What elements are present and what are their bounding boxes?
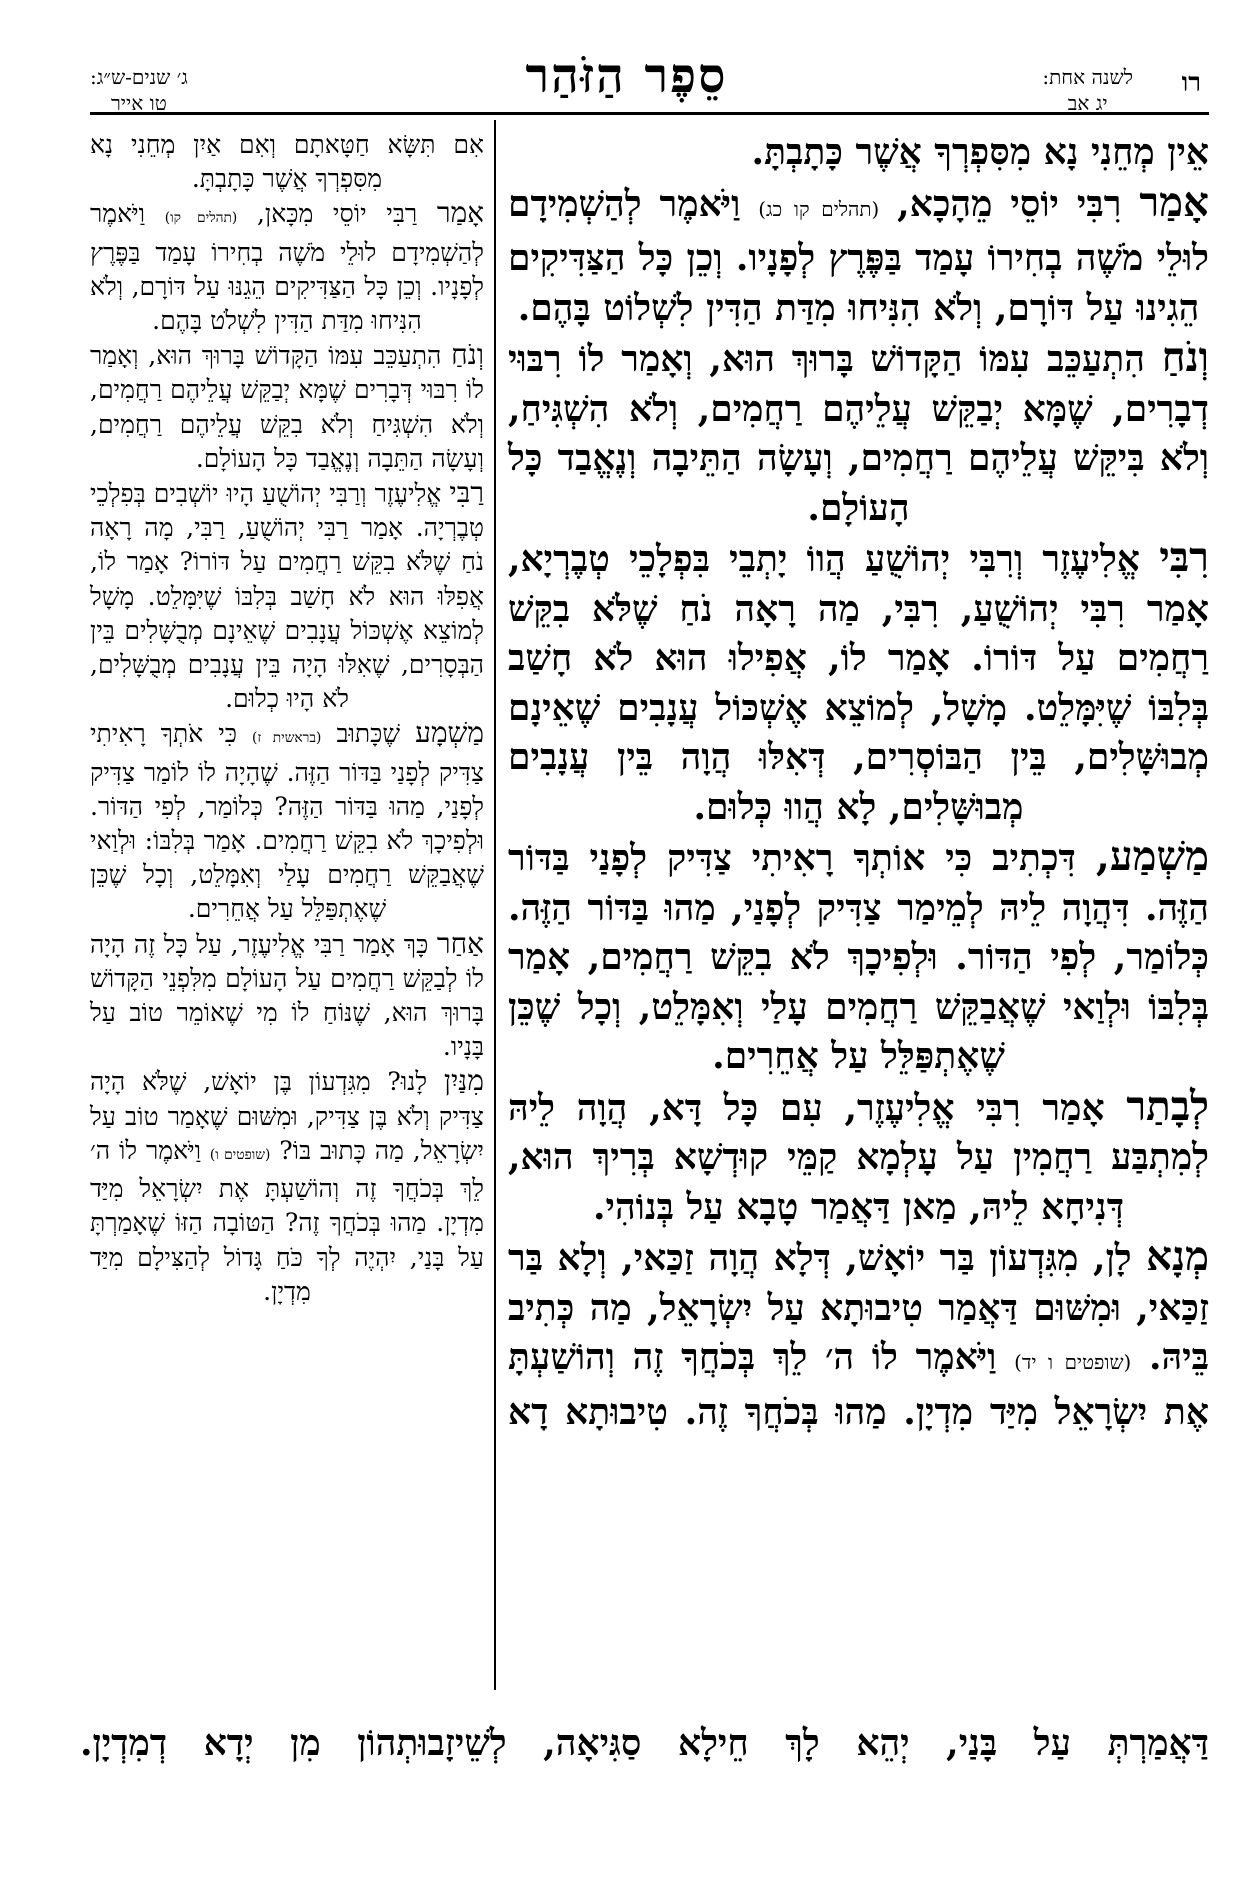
paragraph-text: לָן, מִגִּדְעוֹן בַּר יוֹאָשׁ, דְּלָא הֲוָה זַכַּאי, וְלָא בַּר זַכַּאי, וּמִשּׁוּם דַּאֲמַר טִיבוּתָא עַל יִשְׂרָאֵל, מַה כְּתִיב בֵּיהּ. [508, 1237, 1209, 1378]
translation-paragraph [90, 716, 484, 926]
main-paragraph [508, 178, 1209, 334]
main-paragraph [508, 1232, 1209, 1437]
paragraph-opening-word: וְנֹחַ [1161, 333, 1209, 381]
main-paragraph [508, 832, 1209, 1082]
study-schedule-three-year [90, 64, 188, 116]
paragraph-opening-word: מַשְׁמַע, [1095, 832, 1209, 880]
column-divider [494, 120, 496, 1690]
paragraph-opening-word: מִנַּיִן [443, 1064, 484, 1098]
paragraph-text: אֱלִיעֶזֶר וְרַבִּי יְהוֹשֻׁעַ הָיוּ יוֹשְׁבִים בְּפִלְכֵי טְבֶרְיָה. אָמַר רַבִּי יְהוֹשֻׁעַ, רַבִּי, מָה רָאָה נֹחַ שֶׁלֹּא בִקֵּשׁ רַחֲמִים עַל דּוֹרוֹ? אָמַר לוֹ, אֲפִלּוּ הוּא לֹא חָשַׁב בְּלִבּוֹ שֶׁיִּמָּלֵט. מָשָׁל לְמוֹצֵא אֶשְׁכּוֹל עֲנָבִים שֶׁאֵינָם מְבֻשָּׁלִים בֵּין הַבְּסָרִים, שֶׁאִלּוּ הָיָה בֵּין עֲנָבִים מְבֻשָּׁלִים, לֹא הָיוּ כְלוּם. [90, 479, 484, 714]
paragraph-text: רִבִּי יוֹסֵי מֵהָכָא, [897, 182, 1122, 225]
paragraph-text: וַיֹּאמֶר לְהַשְׁמִידָם לוּלֵי מֹשֶׁה בְחִירוֹ עָמַד בַּפֶּרֶץ לְפָנָיו. וְכֵן כָּל הַצַּדִּיקִים הֵגֵנּוּ עַל דּוֹרָם, וְלֹא הִנִּיחוּ מִדַּת הַדִּין לִשְׁלֹט בָּהֶם. [90, 199, 484, 336]
translation-paragraph: אִם תִּשָּׂא חַטָּאתָם וְאִם אַיִן מְחֵנִי נָא מִסִּפְרְךָ אֲשֶׁר כָּתָבְתָּ. [90, 130, 484, 194]
main-paragraph [508, 533, 1209, 832]
paragraph-opening-word: אָמַר [1139, 177, 1209, 226]
verse-reference: (שופטים ו) [209, 1146, 271, 1163]
translation-column [90, 128, 484, 1309]
paragraph-opening-word: מַשְׁמָע [415, 716, 484, 750]
paragraph-opening-word: אָמַר [436, 196, 484, 230]
paragraph-text: וַיֹּאמֶר לוֹ ה׳ לֵךְ בְּכֹחֲךָ זֶה וְהוֹשַׁעְתָּ אֶת יִשְׂרָאֵל מִיַּד מִדְיָן. מַהוּ בְּכֹחֲךָ זֶה? הַטּוֹבָה הַזּוֹ שֶׁאָמַרְתָּ עַל בָּנַי, יִהְיֶה לְךָ כֹּחַ גָּדוֹל לְהַצִּילָם מִיַּד מִדְיָן. [90, 1135, 484, 1306]
main-paragraph: אֵין מְחֵנִי נָא מִסִּפְרְךָ אֲשֶׁר כָּתָבְתָּ. [751, 131, 1209, 173]
translation-paragraph [90, 476, 484, 716]
paragraph-text: רַבִּי יוֹסֵי מִכָּאן, [256, 199, 418, 229]
paragraph-text: שֶׁכָּתוּב [336, 719, 401, 749]
verse-reference: (תהלים קו כג) [758, 197, 880, 221]
paragraph-text: לָנוּ? מִגִּדְעוֹן בֶּן יוֹאָשׁ, שֶׁלֹּא הָיָה צַדִּיק וְלֹא בֶּן צַדִּיק, וּמִשּׁוּם שֶׁאָמַר טוֹב עַל יִשְׂרָאֵל, מַה כָּתוּב בּוֹ? [90, 1067, 484, 1165]
translation-paragraph [90, 927, 484, 1065]
translation-paragraph [90, 1064, 484, 1308]
paragraph-opening-word: מְנָא [1146, 1232, 1209, 1280]
paragraph-text: וַיֹּאמֶר לוֹ ה׳ לֵךְ בְּכֹחֲךָ זֶה וְהוֹשַׁעְתָּ אֶת יִשְׂרָאֵל מִיַּד מִדְיָן. מַהוּ בְּכֹחֲךָ זֶה. טִיבוּתָא דָא [508, 1336, 1209, 1433]
paragraph-text: דִּכְתִיב כִּי אוֹתְךָ רָאִיתִי צַדִּיק לְפָנַי בַּדּוֹר הַזֶּה. דִּהֲוָה לֵיהּ לְמֵימַר צַדִּיק לְפָנַי, מַהוּ בַּדּוֹר הַזֶּה. כְּלוֹמַר, לְפִי הַדּוֹר. וּלְפִיכָךְ לֹא בִקֵּשׁ רַחֲמִים, אָמַר בְּלִבּוֹ וּלְוַאי שֶׁאֲבַקֵּשׁ רַחֲמִים עָלַי וְאִמָּלֵט, וְכָל שֶׁכֵּן שֶׁאֶתְפַּלֵּל עַל אֲחֵרִים. [508, 837, 1209, 1077]
paragraph-opening-word: וְנֹחַ [451, 338, 485, 372]
main-text-column [508, 128, 1209, 1437]
schedule-label: לשנה אחת: [1042, 65, 1133, 89]
main-paragraph [508, 333, 1209, 533]
header-divider [90, 112, 1209, 115]
schedule-label: ג׳ שנים-ש״ג: [90, 65, 188, 89]
main-paragraph [508, 1082, 1209, 1233]
paragraph-text: כָּךְ אָמַר רַבִּי אֱלִיעֶזֶר, עַל כָּל זֶה הָיָה לוֹ לְבַקֵּשׁ רַחֲמִים עַל הָעוֹלָם מִלִּפְנֵי הַקָּדוֹשׁ בָּרוּךְ הוּא, שֶׁנּוֹחַ לוֹ מִי שֶׁאוֹמֵר טוֹב עַל בָּנָיו. [90, 929, 484, 1062]
main-text-final-line: דַּאֲמַרְתְּ עַל בָּנַי, יְהֵא לָךְ חֵילָא סַגִּיאָה, לְשֵׁיזָבוּתְהוֹן מִן יְדָא דְמִדְיָן. [80, 1722, 1209, 1764]
paragraph-text: אָמַר רִבִּי אֱלִיעֶזֶר, עִם כָּל דָּא, הֲוָה לֵיהּ לְמִתְבַּע רַחֲמִין עַל עָלְמָא קַמֵּי קוּדְשָׁא בְּרִיךְ הוּא, דְּנִיחָא לֵיהּ, מַאן דַּאֲמַר טָבָא עַל בְּנוֹהִי. [508, 1086, 1209, 1228]
paragraph-opening-word: אַחַר [436, 926, 484, 960]
verse-reference: (תהלים קו) [164, 210, 238, 227]
paragraph-text: אֱלִיעֶזֶר וְרִבִּי יְהוֹשֻׁעַ הֲווֹ יָתְבֵי בִּפְלָכֵי טְבֶרְיָא, אָמַר רִבִּי יְהוֹשֻׁעַ, רִבִּי, מַה רָאָה נֹחַ שֶׁלֹּא בִקֵּשׁ רַחֲמִים עַל דּוֹרוֹ. אָמַר לוֹ, אֲפִילוּ הוּא לֹא חָשַׁב בְּלִבּוֹ שֶׁיִּמָּלֵט. מָשָׁל, לְמוֹצֵא אֶשְׁכּוֹל עֲנָבִים שֶׁאֵינָם מְבוּשָּׁלִים, בֵּין הַבּוֹסְרִים, דְּאִלּוּ הֲוָה בֵּין עֲנָבִים מְבוּשָּׁלִים, לָא הֲווּ כְּלוּם. [508, 538, 1209, 828]
verse-reference: (שופטים ו יד) [1014, 1351, 1132, 1374]
paragraph-text: הִתְעַכֵּב עִמּוֹ הַקָּדוֹשׁ בָּרוּךְ הוּא, וְאָמַר לוֹ רִבּוּי דְּבָרִים שֶׁמָּא יְבַקֵּשׁ עֲלֵיהֶם רַחֲמִים, וְלֹא הִשְׁגִּיחַ וְלֹא בִקֵּשׁ עֲלֵיהֶם רַחֲמִים, וְעָשָׂה הַתֵּבָה וְנֶאֱבַד כָּל הָעוֹלָם. [90, 341, 484, 473]
book-title: סֵפֶר הַזֹּהַר [525, 48, 728, 104]
paragraph-opening-word: רַבִּי [449, 476, 484, 510]
paragraph-opening-word: לְבָתַר [1126, 1081, 1209, 1130]
schedule-date: יג אב [1067, 91, 1108, 115]
paragraph-opening-word: רִבִּי [1159, 533, 1209, 581]
paragraph-text: כִּי אֹתְךָ רָאִיתִי צַדִּיק לְפָנַי בַּדּוֹר הַזֶּה. שֶׁהָיָה לוֹ לוֹמַר צַדִּיק לְפָנַי, מַהוּ בַּדּוֹר הַזֶּה? כְּלוֹמַר, לְפִי הַדּוֹר. וּלְפִיכָךְ לֹא בִקֵּשׁ רַחֲמִים. אָמַר בְּלִבּוֹ: וּלְוַאי שֶׁאֲבַקֵּשׁ רַחֲמִים עָלַי וְאִמָּלֵט, וְכָל שֶׁכֵּן שֶׁאֶתְפַּלֵּל עַל אֲחֵרִים. [90, 719, 484, 924]
translation-paragraph [90, 196, 484, 338]
page-number: רו [1181, 68, 1201, 98]
page-header [0, 0, 1253, 118]
translation-paragraph [90, 338, 484, 476]
verse-reference: (בראשית ז) [252, 730, 322, 747]
paragraph-text: וַיֹּאמֶר לְהַשְׁמִידָם לוּלֵי מֹשֶׁה בְחִירוֹ עָמַד בַּפֶּרֶץ לְפָנָיו. וְכֵן כָּל הַצַּדִּיקִים הֵגִינוּ עַל דּוֹרָם, וְלֹא הִנִּיחוּ מִדַּת הַדִּין לִשְׁלוֹט בָּהֶם. [508, 182, 1209, 329]
schedule-date: טו אייר [110, 91, 167, 115]
paragraph-text: הִתְעַכֵּב עִמּוֹ הַקָּדוֹשׁ בָּרוּךְ הוּא, וְאָמַר לוֹ רִבּוּי דְבָרִים, שֶׁמָּא יְבַקֵּשׁ עֲלֵיהֶם רַחֲמִים, וְלֹא הִשְׁגִּיחַ, וְלֹא בִּיקֵּשׁ עֲלֵיהֶם רַחֲמִים, וְעָשָׂה הַתֵּיבָה וְנֶאֱבַד כָּל הָעוֹלָם. [508, 338, 1209, 529]
